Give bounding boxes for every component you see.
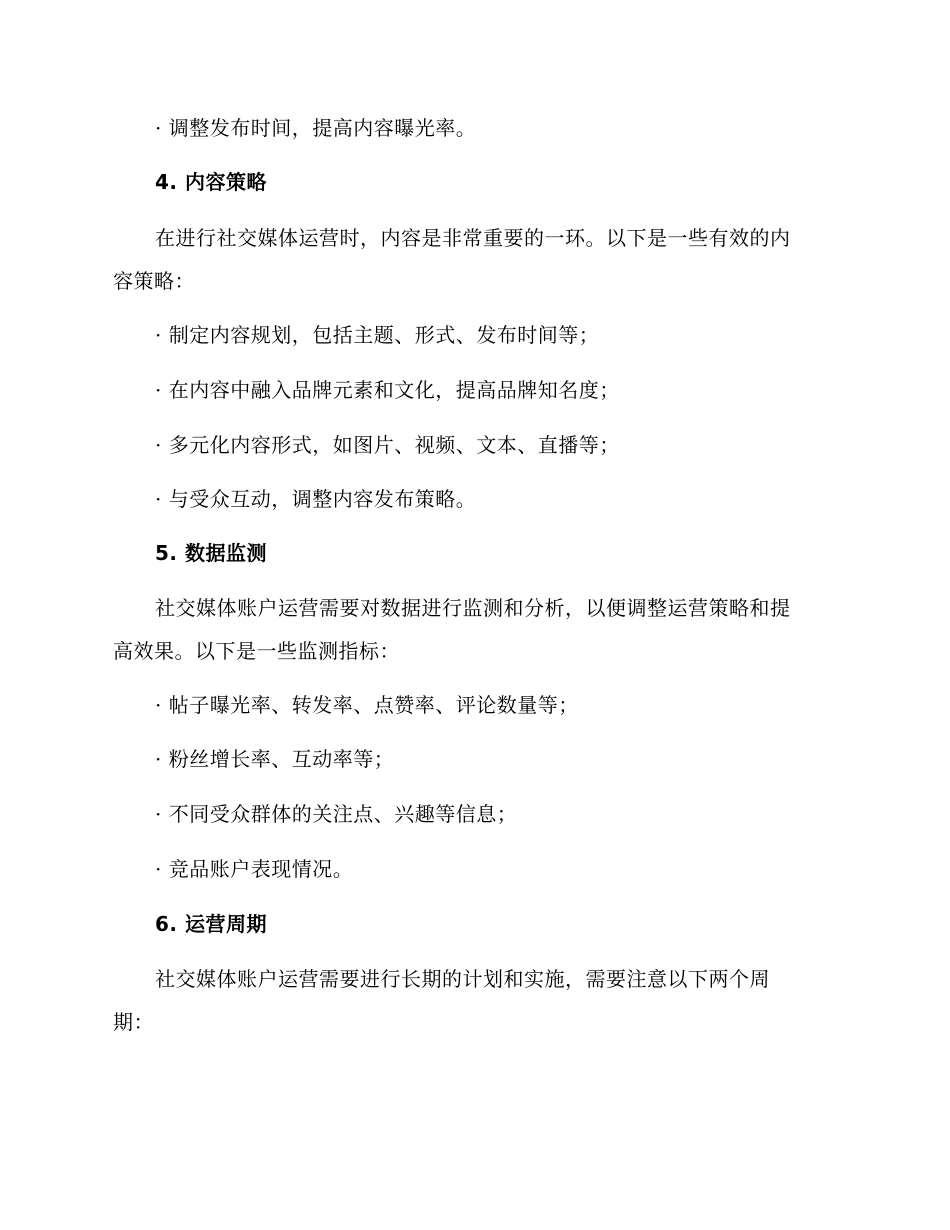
bullet-item: · 多元化内容形式，如图片、视频、文本、直播等； <box>155 433 620 457</box>
paragraph-line: 社交媒体账户运营需要对数据进行监测和分析，以便调整运营策略和提 <box>155 596 791 620</box>
paragraph-line: 期： <box>113 1010 154 1034</box>
bullet-item: · 在内容中融入品牌元素和文化，提高品牌知名度； <box>155 378 620 402</box>
paragraph-line: 在进行社交媒体运营时，内容是非常重要的一环。以下是一些有效的内 <box>155 226 791 250</box>
bullet-item: · 调整发布时间，提高内容曝光率。 <box>155 116 477 140</box>
section-heading: 5. 数据监测 <box>155 541 267 565</box>
section-heading: 6. 运营周期 <box>155 912 267 936</box>
paragraph-line: 高效果。以下是一些监测指标： <box>113 639 400 663</box>
bullet-item: · 帖子曝光率、转发率、点赞率、评论数量等； <box>155 693 579 717</box>
bullet-item: · 粉丝增长率、互动率等； <box>155 747 395 771</box>
paragraph-line: 社交媒体账户运营需要进行长期的计划和实施，需要注意以下两个周 <box>155 967 770 991</box>
bullet-item: · 与受众互动，调整内容发布策略。 <box>155 487 477 511</box>
paragraph-line: 容策略： <box>113 269 195 293</box>
section-heading: 4. 内容策略 <box>155 170 267 194</box>
bullet-item: · 制定内容规划，包括主题、形式、发布时间等； <box>155 323 600 347</box>
bullet-item: · 竞品账户表现情况。 <box>155 857 354 881</box>
bullet-item: · 不同受众群体的关注点、兴趣等信息； <box>155 802 518 826</box>
